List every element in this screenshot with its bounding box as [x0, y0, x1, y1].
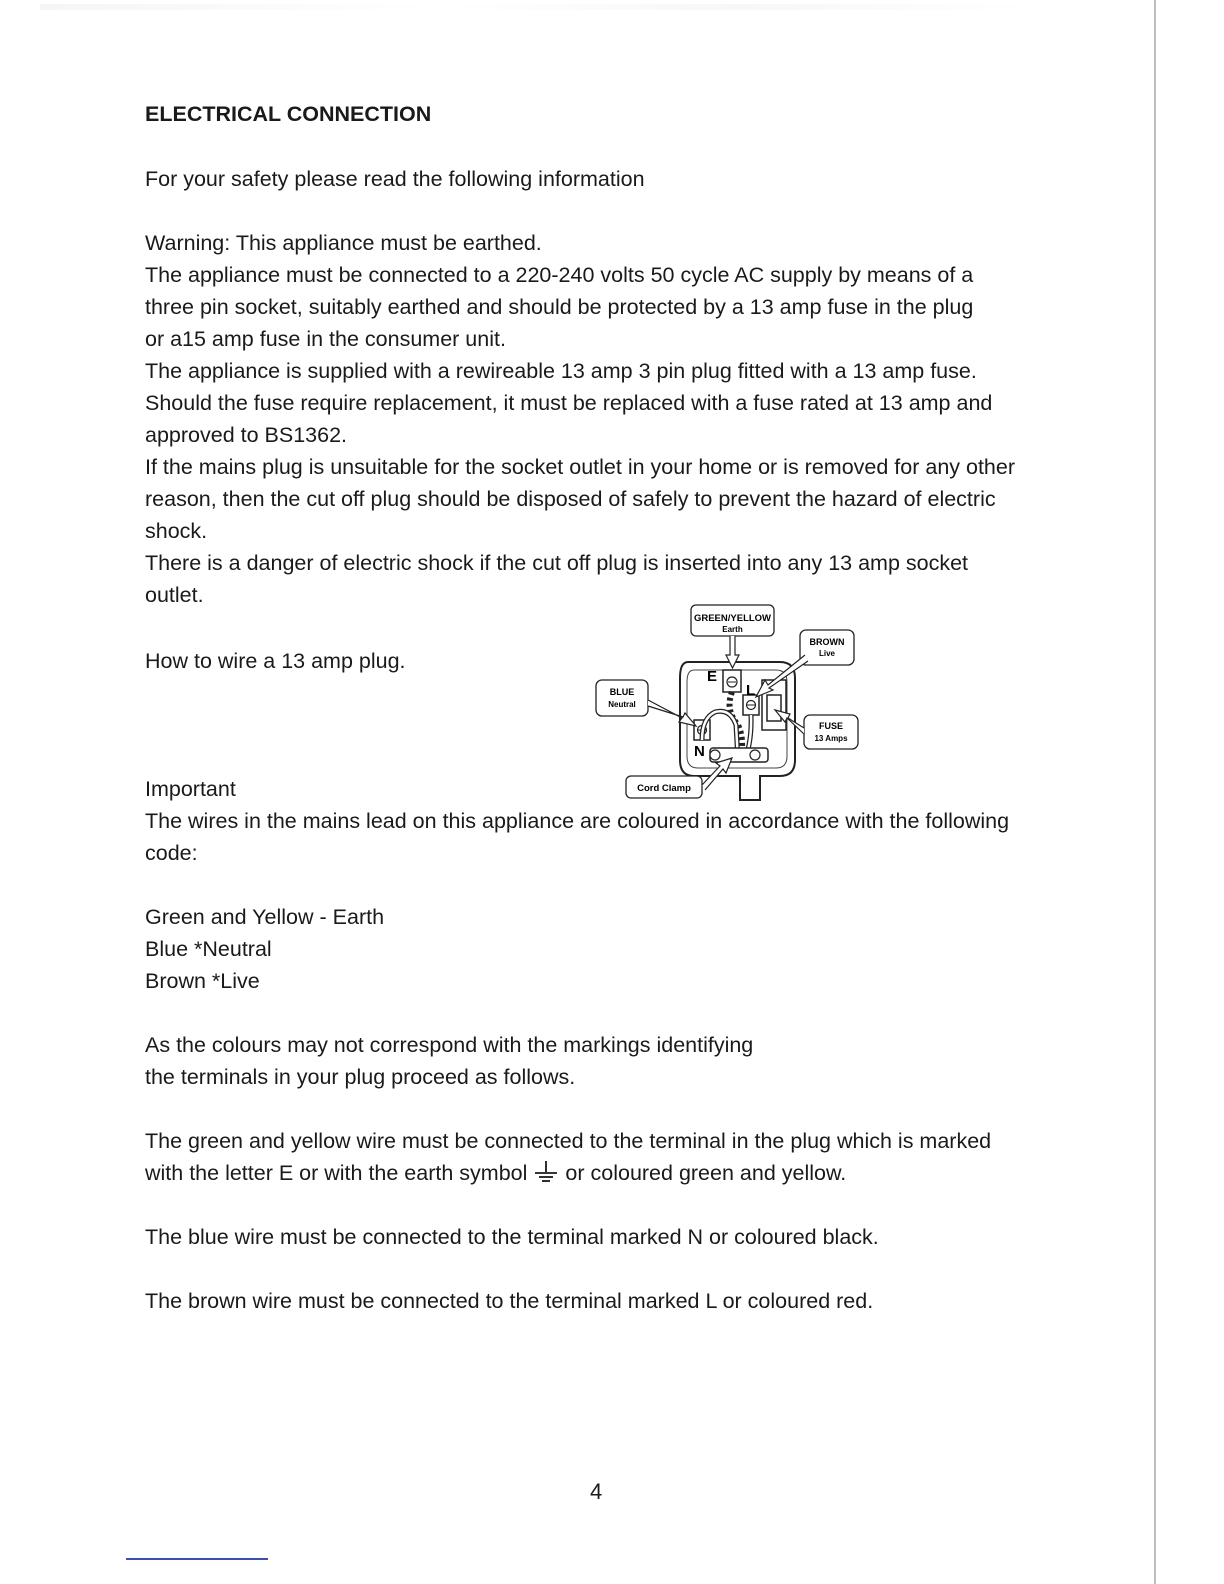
green-yellow-instruction-before: with the letter E or with the earth symbol: [145, 1161, 528, 1185]
colours-line: the terminals in your plug proceed as follows.: [145, 1065, 576, 1089]
clamp-screw-left: [710, 750, 720, 760]
warning-line: approved to BS1362.: [145, 423, 348, 447]
colours-line: As the colours may not correspond with the markings identifying: [145, 1033, 754, 1057]
scan-artifact: [40, 4, 1040, 10]
warning-line: Warning: This appliance must be earthed.: [145, 231, 542, 255]
warning-line: If the mains plug is unsuitable for the socket outlet in your home or is removed for any other: [145, 455, 1016, 479]
intro-text: For your safety please read the following information: [145, 167, 645, 191]
brown-instruction: The brown wire must be connected to the terminal marked L or coloured red.: [145, 1289, 874, 1313]
warning-line: The appliance must be connected to a 220-240 volts 50 cycle AC supply by means of a: [145, 263, 974, 287]
blue-pointer: [648, 700, 696, 726]
cord-clamp-label: Cord Clamp: [637, 783, 691, 794]
warning-line: or a15 amp fuse in the consumer unit.: [145, 327, 506, 351]
green-yellow-sub: Earth: [722, 625, 743, 634]
plug-wiring-diagram: [590, 600, 865, 805]
wires-line: The wires in the mains lead on this appliance are coloured in accordance with the following: [145, 809, 1010, 833]
warning-line: The appliance is supplied with a rewireable 13 amp 3 pin plug fitted with a 13 amp fuse.: [145, 359, 977, 383]
warning-line: Should the fuse require replacement, it must be replaced with a fuse rated at 13 amp and: [145, 391, 993, 415]
color-code-item: Blue *Neutral: [145, 937, 272, 961]
brown-sub: Live: [818, 649, 836, 658]
warning-line: There is a danger of electric shock if the cut off plug is inserted into any 13 amp socket: [145, 551, 969, 575]
blue-label: BLUE: [609, 687, 635, 697]
green-yellow-instruction-after: or coloured green and yellow.: [565, 1161, 847, 1185]
blue-label-box: [596, 680, 648, 716]
terminal-e-label: E: [707, 668, 718, 685]
green-yellow-instruction-line2: [145, 1157, 846, 1189]
cord-clamp-pointer: [702, 758, 732, 790]
wires-line: code:: [145, 841, 198, 865]
warning-line: three pin socket, suitably earthed and should be protected by a 13 amp fuse in the plug: [145, 295, 974, 319]
warning-line: reason, then the cut off plug should be disposed of safely to prevent the hazard of electric: [145, 487, 996, 511]
terminal-l-label: L: [746, 682, 756, 699]
terminal-n-label: N: [694, 743, 705, 760]
brown-label: BROWN: [809, 637, 845, 647]
green-yellow-pointer: [726, 636, 739, 668]
blue-instruction: The blue wire must be connected to the terminal marked N or coloured black.: [145, 1225, 879, 1249]
page-number: 4: [590, 1479, 603, 1504]
brown-label-box: [800, 630, 854, 665]
color-code-item: Green and Yellow - Earth: [145, 905, 385, 929]
fuse-label: FUSE: [818, 721, 844, 731]
clamp-screw-right: [750, 750, 760, 760]
warning-line: outlet.: [145, 583, 204, 607]
blue-sub: Neutral: [608, 700, 636, 709]
page-edge-line: [1154, 0, 1156, 1584]
fuse-sub: 13 Amps: [814, 734, 848, 743]
fuse-cartridge: [767, 695, 781, 721]
footnote-rule: [126, 1558, 268, 1560]
warning-line: shock.: [145, 519, 208, 543]
green-yellow-label: GREEN/YELLOW: [693, 613, 772, 624]
earth-symbol-icon: [531, 1160, 561, 1184]
page-heading: ELECTRICAL CONNECTION: [145, 102, 432, 126]
color-code-item: Brown *Live: [145, 969, 260, 993]
how-to-wire-text: How to wire a 13 amp plug.: [145, 649, 406, 673]
green-yellow-instruction-line1: The green and yellow wire must be connected to the terminal in the plug which is marked: [145, 1129, 992, 1153]
important-label: Important: [145, 777, 236, 801]
